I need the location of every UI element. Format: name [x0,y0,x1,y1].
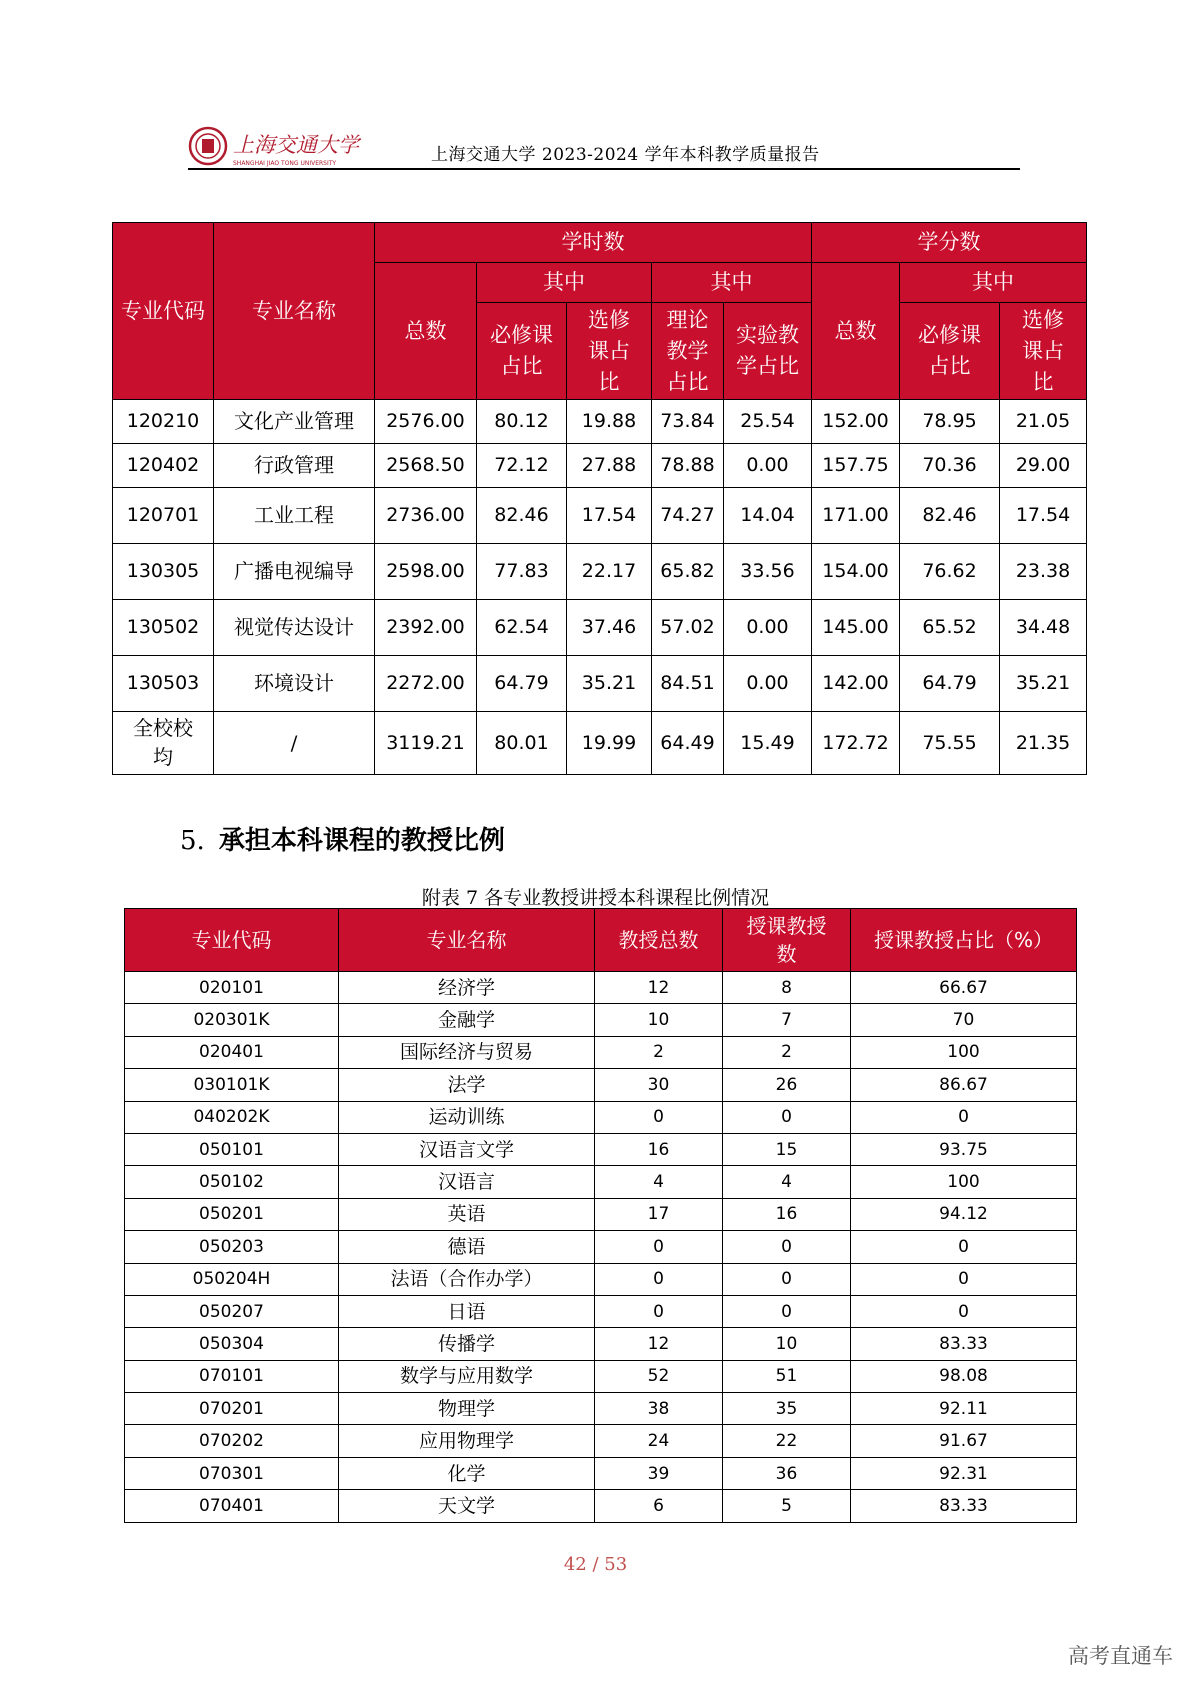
table-cell: 030101K [125,1069,339,1101]
table-row [125,1457,1077,1489]
table-cell: 070101 [125,1360,339,1392]
table-cell: 77.83 [477,544,567,600]
header-theory: 理论教学占比 [652,303,724,400]
table-cell: 27.88 [567,444,652,488]
table-cell: 64.49 [652,712,724,775]
table-cell: 070301 [125,1457,339,1489]
table-row [125,1036,1077,1068]
table-cell: 26 [723,1069,851,1101]
header-required-credits: 必修课占比 [900,303,1000,400]
table-cell: 19.99 [567,712,652,775]
table-cell: 21.05 [1000,400,1087,444]
table-cell: 经济学 [339,972,595,1004]
table-cell: 83.33 [851,1490,1077,1522]
table-row [125,1004,1077,1036]
table-cell: 16 [723,1198,851,1230]
table-row [125,1393,1077,1425]
table-cell: 汉语言文学 [339,1133,595,1165]
svg-text:上海交通大学: 上海交通大学 [233,133,359,157]
table-cell: 51 [723,1360,851,1392]
table-cell: 73.84 [652,400,724,444]
table-cell: 视觉传达设计 [214,600,375,656]
table-cell: 德语 [339,1231,595,1263]
table-cell: 法学 [339,1069,595,1101]
table-cell: 22.17 [567,544,652,600]
table-cell: 80.01 [477,712,567,775]
table-cell: 70.36 [900,444,1000,488]
table-cell: 29.00 [1000,444,1087,488]
table-cell: 7 [723,1004,851,1036]
table-cell: 35.21 [567,656,652,712]
header-elective-credits: 选修课占比 [1000,303,1087,400]
table-row [113,600,1087,656]
table-cell: 52 [595,1360,723,1392]
table-cell: 64.79 [900,656,1000,712]
table-cell: 050304 [125,1328,339,1360]
table-row [125,972,1077,1004]
table-cell: 17.54 [1000,488,1087,544]
table-cell: 36 [723,1457,851,1489]
table-cell: 6 [595,1490,723,1522]
table-cell: 0.00 [724,600,812,656]
header-teaching-ratio: 授课教授占比（%） [851,909,1077,972]
table-cell: 66.67 [851,972,1077,1004]
table-cell: 050203 [125,1231,339,1263]
table-cell: 020101 [125,972,339,1004]
table-cell: 157.75 [812,444,900,488]
table-cell: 070401 [125,1490,339,1522]
table-cell: 17.54 [567,488,652,544]
header-lab: 实验教学占比 [724,303,812,400]
table-cell: 84.51 [652,656,724,712]
header-hours-subgroup-1: 其中 [477,263,652,303]
page-number: 42 / 53 [563,1554,628,1575]
header-credits-subgroup: 其中 [900,263,1087,303]
table-cell: 34.48 [1000,600,1087,656]
table-cell: 152.00 [812,400,900,444]
table-cell: 130305 [113,544,214,600]
table-cell: 82.46 [900,488,1000,544]
table-row [125,1360,1077,1392]
table-cell: 39 [595,1457,723,1489]
table-cell: 14.04 [724,488,812,544]
header-major-code: 专业代码 [125,909,339,972]
table-cell: 130503 [113,656,214,712]
table-cell: 天文学 [339,1490,595,1522]
table-cell: 英语 [339,1198,595,1230]
table-row [125,1069,1077,1101]
table-cell: 0 [595,1101,723,1133]
table-cell: 64.79 [477,656,567,712]
table-row [125,1198,1077,1230]
table-row [113,656,1087,712]
svg-text:SHANGHAI JIAO TONG UNIVERSITY: SHANGHAI JIAO TONG UNIVERSITY [233,160,337,167]
table-cell: 10 [595,1004,723,1036]
table-cell: 运动训练 [339,1101,595,1133]
table-cell: 国际经济与贸易 [339,1036,595,1068]
table-cell: 2 [723,1036,851,1068]
header-name: 专业名称 [214,223,375,400]
table-row [125,1328,1077,1360]
table-cell: 98.08 [851,1360,1077,1392]
table-row [125,1166,1077,1198]
table-cell: 15.49 [724,712,812,775]
table-cell: 法语（合作办学） [339,1263,595,1295]
header-teaching-professors: 授课教授数 [723,909,851,972]
table-row [125,1263,1077,1295]
table-cell: 10 [723,1328,851,1360]
table-cell: 0.00 [724,444,812,488]
table-cell: 化学 [339,1457,595,1489]
table-cell: 130502 [113,600,214,656]
header-required-hours: 必修课占比 [477,303,567,400]
table-cell: 4 [595,1166,723,1198]
header-credits-total: 总数 [812,263,900,400]
table-cell: 2598.00 [375,544,477,600]
table-cell: 16 [595,1133,723,1165]
table-cell: 数学与应用数学 [339,1360,595,1392]
table-cell: 0 [595,1295,723,1327]
header-professor-total: 教授总数 [595,909,723,972]
table-cell: 0.00 [724,656,812,712]
table-cell: 日语 [339,1295,595,1327]
table-cell: 24 [595,1425,723,1457]
table-cell: 0 [595,1231,723,1263]
table-cell: 040202K [125,1101,339,1133]
table-cell: 2568.50 [375,444,477,488]
table-cell: 全校校均 [113,712,214,775]
table-cell: 100 [851,1036,1077,1068]
table-row [113,544,1087,600]
table-cell: 92.31 [851,1457,1077,1489]
table-cell: 171.00 [812,488,900,544]
table-cell: 94.12 [851,1198,1077,1230]
table-cell: 5 [723,1490,851,1522]
table-cell: 57.02 [652,600,724,656]
table-cell: 35 [723,1393,851,1425]
table-cell: 0 [595,1263,723,1295]
section-title: 承担本科课程的教授比例 [218,826,505,856]
table-cell: 广播电视编导 [214,544,375,600]
table-cell: / [214,712,375,775]
table-cell: 100 [851,1166,1077,1198]
table-cell: 050102 [125,1166,339,1198]
table-cell: 35.21 [1000,656,1087,712]
table-row [125,1133,1077,1165]
table-cell: 4 [723,1166,851,1198]
table-row [113,400,1087,444]
table-cell: 070201 [125,1393,339,1425]
header-hours: 学时数 [375,223,812,263]
table-cell: 8 [723,972,851,1004]
table-cell: 环境设计 [214,656,375,712]
table-cell: 0 [723,1231,851,1263]
table-cell: 0 [723,1263,851,1295]
table-caption: 附表 7 各专业教授讲授本科课程比例情况 [421,887,770,909]
table-cell: 汉语言 [339,1166,595,1198]
table-cell: 行政管理 [214,444,375,488]
table-cell: 应用物理学 [339,1425,595,1457]
section-number: 5. [180,826,205,856]
table-cell: 0 [851,1101,1077,1133]
curriculum-hours-credits-table [112,222,1087,775]
table-cell: 2 [595,1036,723,1068]
table-cell: 12 [595,1328,723,1360]
table-cell: 72.12 [477,444,567,488]
page-header [188,118,1020,170]
table-cell: 65.52 [900,600,1000,656]
table-cell: 82.46 [477,488,567,544]
table-cell: 142.00 [812,656,900,712]
section-heading [180,820,505,857]
table-cell: 050207 [125,1295,339,1327]
table-cell: 3119.21 [375,712,477,775]
table-cell: 2392.00 [375,600,477,656]
table-cell: 020401 [125,1036,339,1068]
table-cell: 38 [595,1393,723,1425]
header-code: 专业代码 [113,223,214,400]
table-cell: 78.95 [900,400,1000,444]
table-cell: 78.88 [652,444,724,488]
table-cell: 17 [595,1198,723,1230]
table-cell: 050201 [125,1198,339,1230]
table-cell: 92.11 [851,1393,1077,1425]
table-cell: 22 [723,1425,851,1457]
table-cell: 050204H [125,1263,339,1295]
table-cell: 21.35 [1000,712,1087,775]
table-cell: 020301K [125,1004,339,1036]
table-cell: 30 [595,1069,723,1101]
table-cell: 0 [851,1263,1077,1295]
table-cell: 33.56 [724,544,812,600]
table-cell: 74.27 [652,488,724,544]
table-cell: 传播学 [339,1328,595,1360]
table-cell: 172.72 [812,712,900,775]
table-row [113,712,1087,775]
header-major-name: 专业名称 [339,909,595,972]
university-logo [188,124,368,170]
professor-teaching-ratio-table [124,908,1077,1523]
table-cell: 0 [723,1295,851,1327]
table-cell: 19.88 [567,400,652,444]
table-cell: 2736.00 [375,488,477,544]
header-hours-subgroup-2: 其中 [652,263,812,303]
table-row [125,1231,1077,1263]
table-cell: 120210 [113,400,214,444]
table-cell: 金融学 [339,1004,595,1036]
table-cell: 070202 [125,1425,339,1457]
header-hours-total: 总数 [375,263,477,400]
table-cell: 物理学 [339,1393,595,1425]
table-cell: 120402 [113,444,214,488]
table-row [125,1490,1077,1522]
table-cell: 75.55 [900,712,1000,775]
table-cell: 80.12 [477,400,567,444]
table-row [113,444,1087,488]
table-cell: 70 [851,1004,1077,1036]
table-cell: 0 [851,1231,1077,1263]
table-row [125,1425,1077,1457]
watermark: 高考直通车 [1068,1644,1173,1668]
table-cell: 62.54 [477,600,567,656]
table-cell: 76.62 [900,544,1000,600]
table-cell: 154.00 [812,544,900,600]
table-cell: 文化产业管理 [214,400,375,444]
table-cell: 12 [595,972,723,1004]
table-cell: 2272.00 [375,656,477,712]
table-cell: 145.00 [812,600,900,656]
table-cell: 0 [851,1295,1077,1327]
table-cell: 86.67 [851,1069,1077,1101]
table-cell: 050101 [125,1133,339,1165]
header-elective-hours: 选修课占比 [567,303,652,400]
table-cell: 2576.00 [375,400,477,444]
table-cell: 83.33 [851,1328,1077,1360]
header-divider [188,168,1020,170]
table-row [125,1101,1077,1133]
table-cell: 23.38 [1000,544,1087,600]
table-cell: 93.75 [851,1133,1077,1165]
table-cell: 25.54 [724,400,812,444]
table-cell: 120701 [113,488,214,544]
report-title: 上海交通大学 2023-2024 学年本科教学质量报告 [431,145,820,165]
table-cell: 工业工程 [214,488,375,544]
header-credits: 学分数 [812,223,1087,263]
table-cell: 15 [723,1133,851,1165]
table-cell: 37.46 [567,600,652,656]
table-cell: 0 [723,1101,851,1133]
table-row [113,488,1087,544]
table-cell: 65.82 [652,544,724,600]
table-cell: 91.67 [851,1425,1077,1457]
table-row [125,1295,1077,1327]
